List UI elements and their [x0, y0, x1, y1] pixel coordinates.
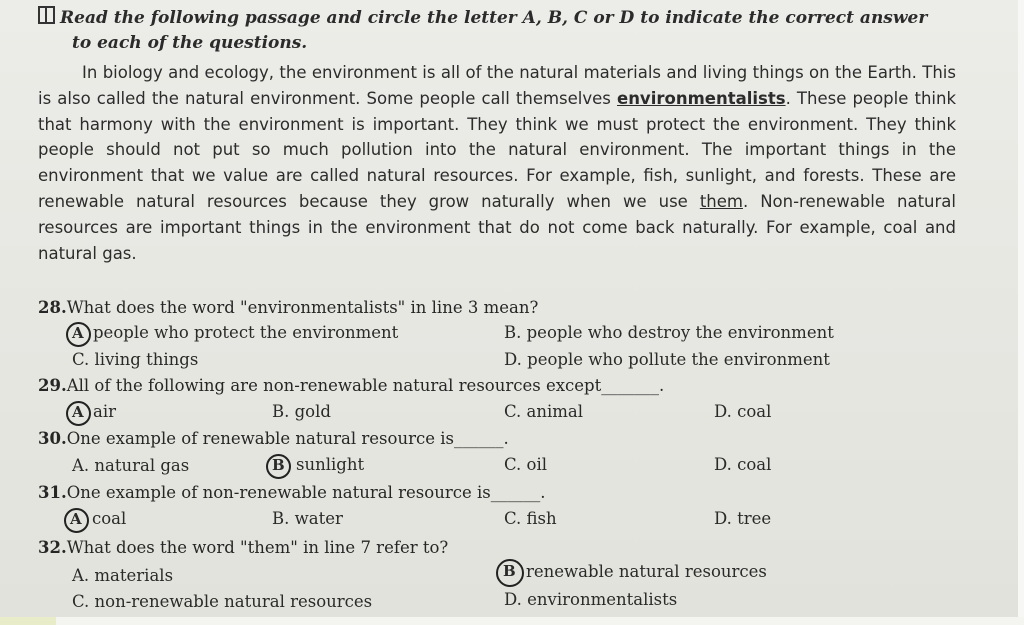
option-31-d[interactable]: D. tree — [714, 509, 772, 528]
option-28-c[interactable]: C. living things — [72, 350, 199, 369]
question-text: One example of renewable natural resource is______. — [66, 429, 509, 448]
option-30-c[interactable]: C. oil — [504, 455, 548, 474]
instruction-line-2: to each of the questions. — [72, 33, 308, 53]
reading-passage — [38, 60, 956, 266]
book-icon — [38, 6, 55, 24]
question-30 — [38, 429, 509, 448]
passage-part-3: . Non-renewable natural resources are important things in the environment that do not come back naturally. For example, coal and natural gas. — [38, 191, 956, 263]
bottom-strip — [0, 617, 1024, 625]
circled-letter: A — [72, 324, 84, 342]
question-28 — [38, 298, 538, 317]
bottom-left-patch — [0, 617, 56, 625]
option-29-a[interactable]: air — [93, 402, 117, 421]
question-number: 30. — [38, 429, 67, 448]
question-number: 32. — [38, 538, 67, 557]
option-31-b[interactable]: B. water — [272, 509, 343, 528]
passage-part-2: . These people think that harmony with the environment is important. They think we must protect the environment. They think people should not put so much pollution into the natural environment. The important things in the environment that we value are called natural resources. For example, fish, sunlight, and forests. These are renewable natural resources because they grow naturally when we use — [38, 88, 956, 211]
question-31 — [38, 483, 545, 502]
option-31-c[interactable]: C. fish — [504, 509, 557, 528]
underlined-word-them: them — [699, 191, 743, 211]
option-28-d[interactable]: D. people who pollute the environment — [504, 350, 830, 369]
option-32-a[interactable]: A. materials — [72, 566, 174, 585]
question-number: 28. — [38, 298, 67, 317]
option-31-a[interactable]: coal — [92, 509, 127, 528]
page-edge — [1018, 0, 1024, 625]
circled-letter: B — [272, 456, 285, 474]
circled-letter: A — [70, 510, 82, 528]
option-32-b[interactable]: renewable natural resources — [526, 562, 767, 581]
option-28-a[interactable]: people who protect the environment — [93, 323, 399, 342]
question-text: What does the word "environmentalists" in line 3 mean? — [66, 298, 539, 317]
question-number: 31. — [38, 483, 67, 502]
option-30-a[interactable]: A. natural gas — [72, 456, 190, 475]
question-32 — [38, 538, 448, 557]
passage-part-1: In biology and ecology, the environment is all of the natural materials and living things on the Earth. This is also called the natural environment. Some people call themselves — [38, 63, 956, 108]
question-29 — [38, 376, 664, 395]
question-text: What does the word "them" in line 7 refer to? — [66, 538, 449, 557]
option-29-b[interactable]: B. gold — [272, 402, 331, 421]
question-number: 29. — [38, 376, 67, 395]
option-28-b[interactable]: B. people who destroy the environment — [504, 323, 834, 342]
option-29-d[interactable]: D. coal — [714, 402, 772, 421]
question-text: All of the following are non-renewable natural resources except_______. — [66, 376, 665, 395]
underlined-word-environmentalists: environmentalists — [617, 88, 786, 108]
circled-letter: B — [503, 562, 516, 580]
option-32-d[interactable]: D. environmentalists — [504, 590, 678, 609]
option-30-d[interactable]: D. coal — [714, 455, 772, 474]
option-32-c[interactable]: C. non-renewable natural resources — [72, 592, 373, 611]
circled-letter: A — [72, 403, 84, 421]
option-29-c[interactable]: C. animal — [504, 402, 584, 421]
instruction-heading — [38, 6, 968, 56]
question-text: One example of non-renewable natural resource is______. — [66, 483, 546, 502]
option-30-b[interactable]: sunlight — [296, 455, 365, 474]
instruction-line-1: Read the following passage and circle the letter A, B, C or D to indicate the correct answer — [60, 8, 928, 28]
